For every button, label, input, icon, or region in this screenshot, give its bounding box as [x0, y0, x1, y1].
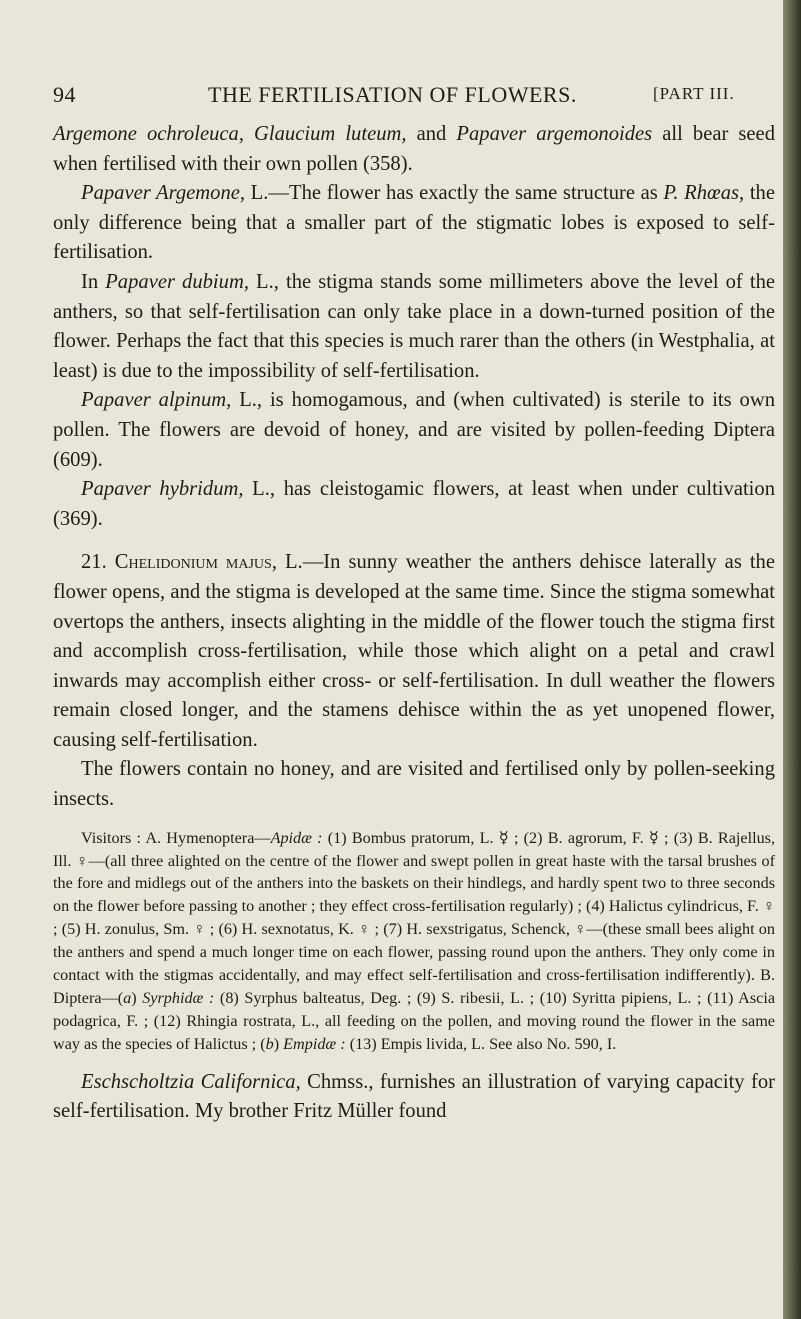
- paragraph-papaver-dubium: [53, 268, 775, 386]
- page-body: [53, 120, 775, 1127]
- species-name: Papaver dubium,: [105, 270, 249, 293]
- page-number: 94: [53, 82, 76, 107]
- letter-label: a: [123, 989, 132, 1007]
- paragraph-papaver-alpinum: [53, 386, 775, 475]
- species-name: Papaver Argemone,: [81, 182, 246, 205]
- genus-heading: Chelidonium majus,: [114, 551, 277, 574]
- paragraph-papaver-hybridum: [53, 475, 775, 534]
- paragraph-eschscholtzia: [53, 1068, 775, 1127]
- paragraph-no-honey: [53, 755, 775, 814]
- section-number: 21.: [81, 551, 115, 574]
- species-name: Papaver alpinum,: [81, 389, 232, 412]
- paragraph-papaver-argemone: [53, 179, 775, 268]
- species-name: Argemone ochroleuca, Glaucium luteum,: [53, 123, 407, 145]
- species-name: P. Rhœas,: [663, 182, 745, 205]
- text-run: (1) Bombus pratorum, L. ☿ ; (2) B. agrorum, F. ☿ ; (3) B. Rajellus, Ill. ♀—(all three alighted on the centre of the flower and swept pollen in great haste with the tarsal brushes of the fore and midlegs out of the anthers into the baskets on their hindlegs, and hardly spent two to three seconds on the flower before passing to another ; they effect cross-fertilisation regularly) ; (4) Halictus cylindricus, F. ♀ ; (5) H. zonulus, Sm. ♀ ; (6) H. sexnotatus, K. ♀ ; (7) H. sexstrigatus, Schenck, ♀—(these small bees alight on the anthers and spend a much longer time on each flower, passing round upon the anthers. They only come in contact with the stigmas accidentally, and may effect self-fertilisation and cross-fertilisation indifferently). B. Diptera—(: [53, 828, 776, 1007]
- page-edge-shadow: [783, 0, 801, 1319]
- text-run: In: [81, 270, 106, 293]
- text-run: L., is homogamous, and (when cultivated) is sterile to its own pollen. The flowers are devoid of honey, and are visited by pollen-feeding Diptera (609).: [53, 389, 775, 471]
- running-header: [53, 82, 775, 112]
- text-run: (13) Empis livida, L. See also No. 590, I.: [345, 1034, 617, 1053]
- text-run: Chmss., furnishes an illustration of varying capacity for self-fertilisation. My brother Fritz Müller found: [53, 1070, 775, 1123]
- family-name: Empidæ :: [283, 1034, 346, 1053]
- text-run: Visitors : A. Hymenoptera—: [81, 828, 271, 847]
- text-run: The flowers contain no honey, and are visited and fertilised only by pollen-seeking insects.: [53, 758, 775, 811]
- text-run: all bear seed when fertilised with their own pollen (358).: [53, 123, 775, 175]
- visitors-list: [53, 827, 775, 1056]
- text-run: the only difference being that a smaller part of the stigmatic lobes is exposed to self-fertilisation.: [53, 182, 775, 264]
- part-label: [PART III.: [653, 84, 735, 103]
- text-run: L.—The flower has exactly the same structure as: [245, 182, 664, 205]
- running-title: THE FERTILISATION OF FLOWERS.: [208, 82, 577, 107]
- text-run: L., has cleistogamic flowers, at least when under cultivation (369).: [53, 478, 775, 530]
- paragraph-argemone: [53, 120, 775, 179]
- species-name: Papaver argemonoides: [456, 123, 653, 145]
- text-run: L.—In sunny weather the anthers dehisce laterally as the flower opens, and the stigma is developed at the same time. Since the stigma somewhat overtops the anthers, insects alighting in the middle of the flower touch the stigma first and accomplish cross-fertilisation, while those which alight on a petal and crawl inwards may accomplish either cross- or self-fertilisation. In dull weather the flowers remain closed longer, and the stamens dehisce within the as yet unopened flower, causing self-fertilisation.: [53, 551, 775, 751]
- text-run: and: [406, 123, 457, 145]
- letter-label: b: [265, 1034, 274, 1053]
- family-name: Syrphidæ :: [142, 989, 215, 1007]
- text-run: L., the stigma stands some millimeters above the level of the anthers, so that self-fertilisation can only take place in a down-turned position of the flower. Perhaps the fact that this species is much rarer than the others (in Westphalia, at least) is due to the impossibility of self-fertilisation.: [53, 270, 776, 382]
- species-name: Papaver hybridum,: [81, 478, 244, 501]
- paragraph-chelidonium: [53, 548, 775, 755]
- text-run: ): [131, 989, 143, 1007]
- text-run: (8) Syrphus balteatus, Deg. ; (9) S. ribesii, L. ; (10) Syritta pipiens, L. ; (11) Ascia podagrica, F. ; (12) Rhingia rostrata, L., all feeding on the pollen, and moving round the flower in the same way as the species of Halictus ; (: [53, 989, 775, 1053]
- family-name: Apidæ :: [270, 828, 323, 847]
- species-name: Eschscholtzia Californica,: [81, 1070, 301, 1093]
- text-run: ): [273, 1034, 284, 1053]
